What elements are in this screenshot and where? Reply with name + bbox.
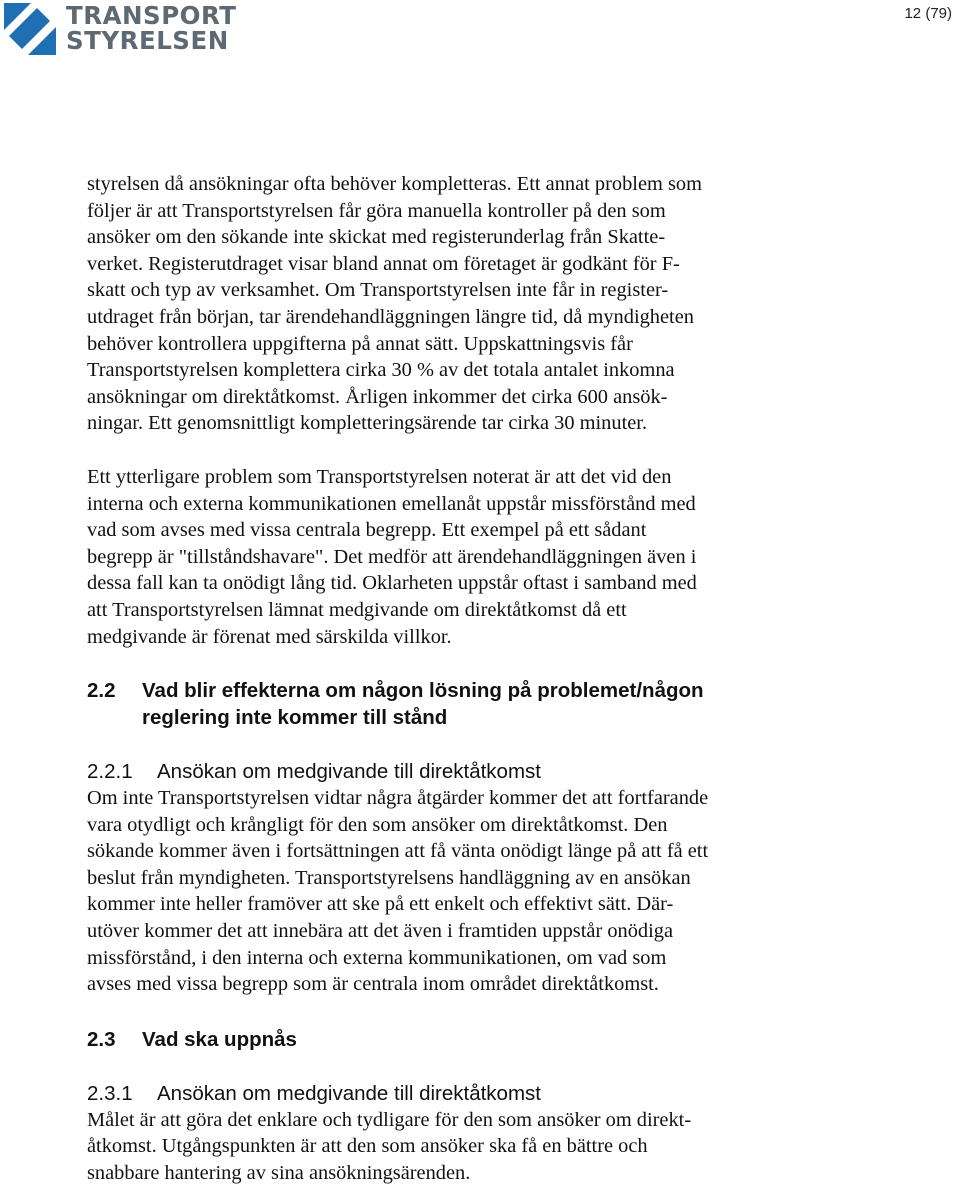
text-line: avses med vissa begrepp som är centrala inom området direktåtkomst. — [87, 973, 659, 996]
text-line: snabbare hantering av sina ansökningsärenden. — [87, 1162, 471, 1185]
section-heading-2-3 — [87, 1026, 807, 1053]
transportstyrelsen-logo — [4, 1, 237, 57]
section-heading-2-2 — [87, 677, 807, 731]
section-number: 2.3.1 — [87, 1081, 133, 1105]
section-title-line: Vad ska uppnås — [142, 1027, 297, 1051]
text-line: medgivande är förenat med särskilda villkor. — [87, 625, 452, 648]
section-heading-2-3-1 — [87, 1080, 807, 1107]
text-line: Ett ytterligare problem som Transportstyrelsen noterat är att det vid den — [87, 465, 672, 488]
text-line: skatt och typ av verksamhet. Om Transportstyrelsen inte får in register- — [87, 279, 669, 302]
section-title: Ansökan om medgivande till direktåtkomst — [157, 1081, 541, 1105]
text-line: beslut från myndigheten. Transportstyrelsens handläggning av en ansökan — [87, 866, 691, 889]
text-line: ningar. Ett genomsnittligt kompletteringsärende tar cirka 30 minuter. — [87, 412, 648, 435]
text-line: kommer inte heller framöver att ske på ett enkelt och effektivt sätt. Där- — [87, 893, 674, 916]
paragraph-2 — [87, 464, 807, 650]
text-line: begrepp är "tillståndshavare". Det medför att ärendehandläggningen även i — [87, 545, 697, 568]
paragraph-1 — [87, 171, 807, 437]
section-heading-2-2-1 — [87, 758, 807, 785]
text-line: Målet är att göra det enklare och tydligare för den som ansöker om direkt- — [87, 1108, 692, 1131]
section-number: 2.3 — [87, 1027, 116, 1051]
text-line: missförstånd, i den interna och externa kommunikationen, om vad som — [87, 946, 667, 969]
text-line: sökande kommer även i fortsättningen att få vänta onödigt länge på att få ett — [87, 840, 709, 863]
text-line: ansöker om den sökande inte skickat med registerunderlag från Skatte- — [87, 226, 666, 249]
paragraph-2-3-1 — [87, 1107, 807, 1187]
section-title-line: reglering inte kommer till stånd — [142, 706, 448, 730]
text-line: dessa fall kan ta onödigt lång tid. Oklarheten uppstår oftast i samband med — [87, 572, 697, 595]
page-number: 12 (79) — [904, 5, 952, 22]
logo-mark-icon — [4, 3, 56, 55]
text-line: åtkomst. Utgångspunkten är att den som ansöker ska få en bättre och — [87, 1135, 648, 1158]
text-line: vad som avses med vissa centrala begrepp. Ett exempel på ett sådant — [87, 519, 647, 542]
text-line: interna och externa kommunikationen emellanåt uppstår missförstånd med — [87, 492, 696, 515]
text-line: utöver kommer det att innebära att det även i framtiden uppstår onödiga — [87, 920, 674, 943]
logo-wordmark — [66, 3, 236, 53]
text-line: utdraget från början, tar ärendehandläggningen längre tid, då myndigheten — [87, 305, 694, 328]
text-line: behöver kontrollera uppgifterna på annat sätt. Uppskattningsvis får — [87, 332, 633, 355]
paragraph-2-2-1 — [87, 785, 807, 998]
text-line: verket. Registerutdraget visar bland annat om företaget är godkänt för F- — [87, 252, 680, 275]
section-number: 2.2 — [87, 679, 116, 703]
text-line: ansökningar om direktåtkomst. Årligen inkommer det cirka 600 ansök- — [87, 385, 668, 408]
text-line: Transportstyrelsen komplettera cirka 30 % av det totala antalet inkomna — [87, 359, 675, 382]
document-body — [87, 171, 807, 1187]
logo-line-2: STYRELSEN — [66, 26, 229, 55]
text-line: att Transportstyrelsen lämnat medgivande om direktåtkomst då ett — [87, 598, 627, 621]
section-title: Ansökan om medgivande till direktåtkomst — [157, 760, 541, 784]
section-number: 2.2.1 — [87, 760, 133, 784]
text-line: Om inte Transportstyrelsen vidtar några åtgärder kommer det att fortfarande — [87, 787, 709, 810]
text-line: vara otydligt och krångligt för den som ansöker om direktåtkomst. Den — [87, 813, 668, 836]
text-line: följer är att Transportstyrelsen får göra manuella kontroller på den som — [87, 199, 666, 222]
logo-line-1: TRANSPORT — [66, 1, 237, 30]
section-title-line: Vad blir effekterna om någon lösning på problemet/någon — [142, 679, 704, 703]
text-line: styrelsen då ansökningar ofta behöver kompletteras. Ett annat problem som — [87, 173, 702, 195]
